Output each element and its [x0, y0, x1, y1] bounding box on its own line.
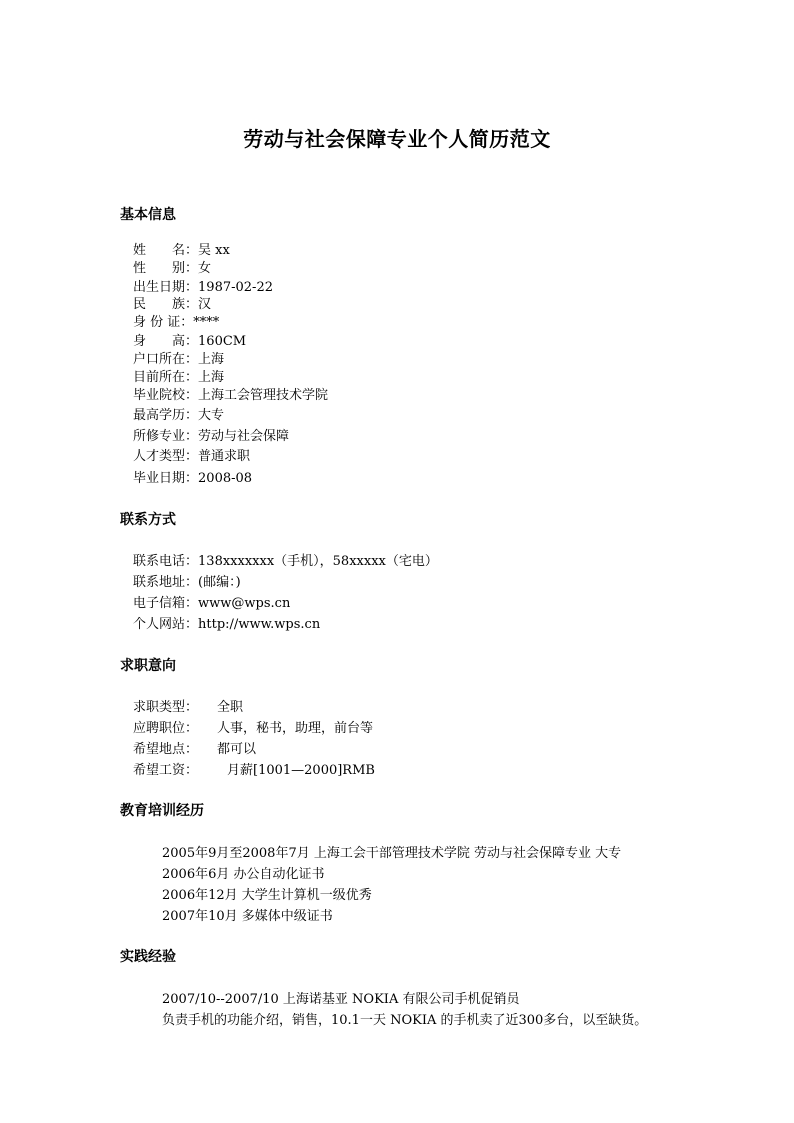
basic-row-id-card [133, 311, 219, 330]
field-label: 个人网站 [133, 617, 186, 632]
colon: ： [185, 261, 199, 276]
colon: ： [185, 297, 199, 312]
intention-row-type [133, 696, 198, 715]
intention-value-position: 人事，秘书，助理，前台等 [217, 721, 374, 736]
colon: ： [185, 280, 199, 295]
basic-row-school [133, 384, 328, 403]
field-label: 毕业院校 [133, 388, 186, 403]
basic-row-gender [133, 257, 211, 276]
contact-heading: 联系方式 [120, 512, 176, 528]
practice-line: 2007/10--2007/10 上海诺基亚 NOKIA 有限公司手机促销员 [162, 992, 520, 1007]
field-label: 目前所在 [133, 370, 186, 385]
field-value: **** [193, 315, 220, 330]
colon: ： [185, 388, 199, 403]
basic-row-ethnicity [133, 293, 211, 312]
field-label: 应聘职位 [133, 721, 186, 736]
field-label: 希望工资 [133, 763, 186, 778]
colon: ： [185, 617, 199, 632]
practice-heading: 实践经验 [120, 949, 176, 965]
contact-row-email [133, 592, 290, 611]
field-value: 160CM [198, 334, 247, 349]
intention-value-location: 都可以 [217, 742, 257, 757]
field-label: 身 高 [133, 334, 186, 349]
field-value: 普通求职 [198, 449, 251, 464]
practice-line: 负责手机的功能介绍，销售，10.1一天 NOKIA 的手机卖了近300多台，以至缺货。 [162, 1013, 648, 1028]
field-value: 138xxxxxxx（手机），58xxxxx（宅电） [198, 554, 438, 569]
education-line: 2006年12月 大学生计算机一级优秀 [162, 888, 372, 903]
colon: ： [180, 315, 194, 330]
field-value: 2008-08 [198, 471, 253, 486]
colon: ： [185, 554, 199, 569]
field-label: 姓 名 [133, 243, 186, 258]
field-label: 联系地址 [133, 575, 186, 590]
document-title: 劳动与社会保障专业个人简历范文 [243, 127, 551, 151]
contact-row-phone [133, 550, 438, 569]
field-label: 希望地点 [133, 742, 186, 757]
field-value: 劳动与社会保障 [198, 429, 290, 444]
field-value: (邮编：) [198, 575, 241, 590]
field-value: 汉 [198, 297, 212, 312]
colon: ： [185, 429, 199, 444]
basic-row-graduation-date [133, 467, 252, 486]
intention-value-type: 全职 [217, 700, 244, 715]
field-label: 求职类型 [133, 700, 186, 715]
colon: ： [185, 700, 199, 715]
field-value: 女 [198, 261, 212, 276]
field-value: http://www.wps.cn [198, 617, 321, 632]
colon: ： [185, 721, 199, 736]
basic-row-degree [133, 404, 224, 423]
intention-row-position [133, 717, 198, 736]
field-value: 大专 [198, 408, 225, 423]
colon: ： [185, 243, 199, 258]
field-label: 联系电话 [133, 554, 186, 569]
field-label: 人才类型 [133, 449, 186, 464]
contact-row-address [133, 571, 241, 590]
field-value: 吴 xx [198, 243, 230, 258]
field-value: 上海 [198, 352, 225, 367]
field-label: 电子信箱 [133, 596, 186, 611]
basic-row-current-location [133, 366, 224, 385]
basic-row-name [133, 239, 230, 258]
colon: ： [185, 471, 199, 486]
basic-row-height [133, 330, 246, 349]
colon: ： [185, 449, 199, 464]
education-heading: 教育培训经历 [120, 803, 204, 819]
field-label: 身 份 证 [133, 315, 181, 330]
field-label: 性 别 [133, 261, 186, 276]
field-label: 最高学历 [133, 408, 186, 423]
field-value: 1987-02-22 [198, 280, 273, 295]
field-label: 毕业日期 [133, 471, 186, 486]
basic-row-major [133, 425, 289, 444]
colon: ： [185, 334, 199, 349]
basic-row-hukou [133, 348, 224, 367]
intention-value-salary: 月薪[1001—2000]RMB [227, 763, 375, 778]
education-line: 2005年9月至2008年7月 上海工会干部管理技术学院 劳动与社会保障专业 大专 [162, 846, 622, 861]
intention-row-salary [133, 759, 198, 778]
colon: ： [185, 352, 199, 367]
field-value: 上海 [198, 370, 225, 385]
education-line: 2006年6月 办公自动化证书 [162, 867, 325, 882]
contact-row-website [133, 613, 320, 632]
colon: ： [185, 575, 199, 590]
education-line: 2007年10月 多媒体中级证书 [162, 909, 333, 924]
field-label: 民 族 [133, 297, 186, 312]
colon: ： [185, 742, 199, 757]
field-value: 上海工会管理技术学院 [198, 388, 329, 403]
intention-row-location [133, 738, 198, 757]
colon: ： [185, 408, 199, 423]
basic-info-heading: 基本信息 [120, 207, 176, 223]
field-label: 出生日期 [133, 280, 186, 295]
field-label: 户口所在 [133, 352, 186, 367]
colon: ： [185, 763, 199, 778]
intention-heading: 求职意向 [120, 658, 176, 674]
colon: ： [185, 596, 199, 611]
basic-row-talent-type [133, 445, 250, 464]
colon: ： [185, 370, 199, 385]
field-value: www@wps.cn [198, 596, 291, 611]
field-label: 所修专业 [133, 429, 186, 444]
